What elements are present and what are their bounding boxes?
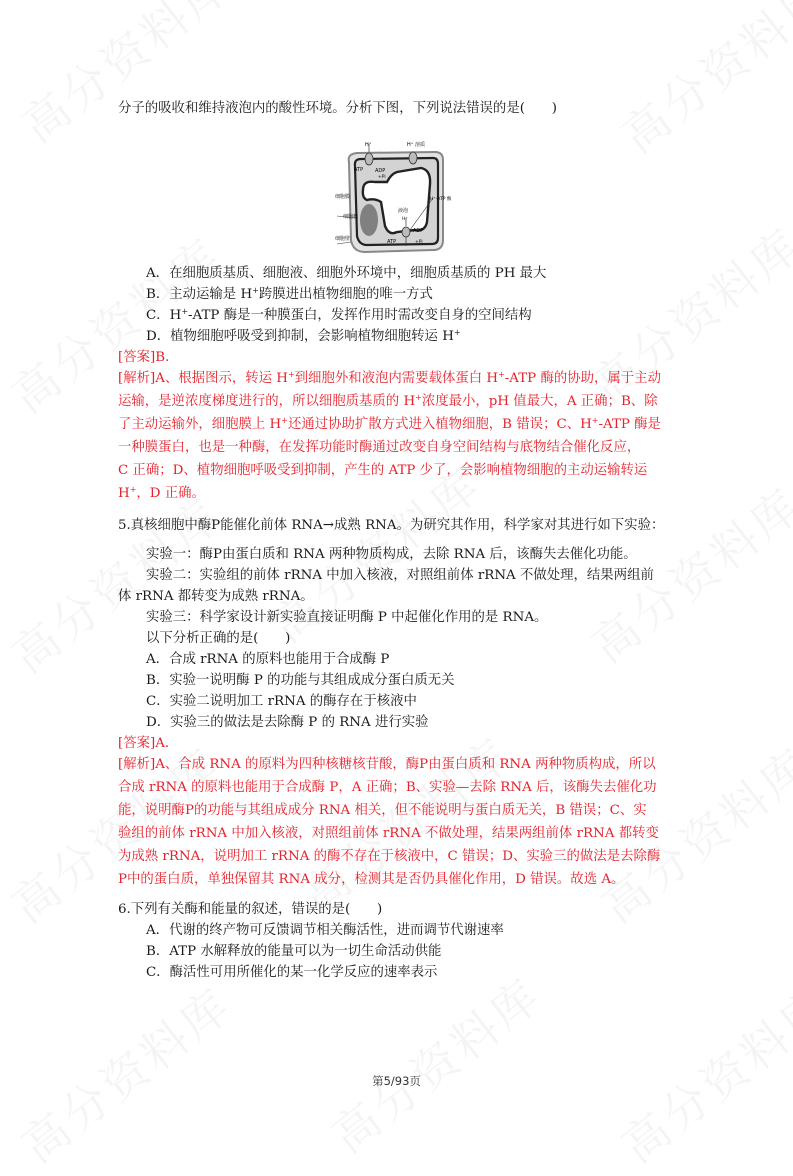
watermark [316, 960, 554, 1166]
svg-text:ADP: ADP [375, 168, 386, 174]
option-b: B．ATP 水解释放的能量可以为一切生命活动供能 [146, 944, 442, 959]
analysis-line: [解析]A、合成 RNA 的原料为四种核糖核苷酸，酶P由蛋白质和 RNA 两种物质构成，所以 [118, 757, 656, 772]
analysis-line: 了主动运输外，细胞膜上 H+还通过协助扩散方式进入植物细胞，B 错误；C、H+-ATP 酶是 [118, 416, 661, 432]
svg-text:细胞壁: 细胞壁 [335, 236, 351, 242]
option-c: C．实验二说明加工 rRNA 的酶存在于核液中 [146, 694, 417, 709]
option-b: B．主动运输是 H+跨膜进出植物细胞的唯一方式 [146, 286, 433, 302]
label-h-solute: H⁺ 溶质 [407, 142, 425, 148]
question-stem: 分子的吸收和维持液泡内的酸性环境。分析下图，下列说法错误的是( ) [118, 101, 557, 116]
svg-text:细胞核: 细胞核 [343, 214, 359, 220]
question-stem: 5.真核细胞中酶P能催化前体 RNA→成熟 RNA。为研究其作用，科学家对其进行如下实验： [118, 518, 665, 533]
analysis-line: H+，D 正确。 [118, 485, 205, 501]
option-a: A．合成 rRNA 的原料也能用于合成酶 P [146, 652, 390, 667]
answer: [答案]A. [118, 736, 170, 751]
answer: [答案]B. [118, 350, 170, 365]
svg-text:ATP: ATP [387, 239, 397, 245]
analysis-line: 为成熟 rRNA，说明加工 rRNA 的酶不存在于核液中，C 错误；D、实验三的做法是去除酶 [118, 849, 661, 864]
option-d: D．植物细胞呼吸受到抑制，会影响植物细胞转运 H+ [146, 328, 461, 344]
option-c: C．H+-ATP 酶是一种膜蛋白，发挥作用时需改变自身的空间结构 [146, 307, 532, 323]
analysis-line: 运输，是逆浓度梯度进行的，所以细胞质基质的 H+浓度最小，pH 值最大，A 正确；B、除 [118, 393, 658, 409]
analysis-line: 能，说明酶P的功能与其组成成分 RNA 相关，但不能说明与蛋白质无关，B 错误；C、实 [118, 803, 647, 818]
watermark [6, 0, 244, 156]
analysis-line: [解析]A、根据图示，转运 H+到细胞外和液泡内需要载体蛋白 H+-ATP 酶的协助，属于主动 [118, 370, 661, 386]
option-d: D．实验三的做法是去除酶 P 的 RNA 进行实验 [146, 715, 429, 730]
svg-text:ADP: ADP [413, 228, 424, 234]
option-b: B．实验一说明酶 P 的功能与其组成成分蛋白质无关 [146, 673, 455, 688]
svg-text:H⁺-ATP 酶: H⁺-ATP 酶 [430, 197, 452, 202]
svg-text:+Pi: +Pi [415, 240, 423, 245]
question-stem: 6.下列有关酶和能量的叙述，错误的是( ) [118, 902, 383, 917]
cell-diagram [335, 140, 455, 258]
svg-text:ATP: ATP [354, 167, 364, 173]
page-number: 第5/93页 [372, 1074, 421, 1088]
analysis-line: 一种膜蛋白，也是一种酶，在发挥功能时酶通过改变自身空间结构与底物结合催化反应， [118, 440, 641, 455]
experiment-3: 实验三：科学家设计新实验直接证明酶 P 中起催化作用的是 RNA。 [146, 610, 548, 625]
label-h-top: H⁺ [365, 142, 372, 148]
analysis-line: 合成 rRNA 的原料也能用于合成酶 P，A 正确；B、实验—去除 RNA 后，该酶失去催化功 [118, 780, 657, 795]
watermark [286, 720, 524, 926]
analysis-line: P中的蛋白质，单独保留其 RNA 成分，检测其是否仍具催化作用，D 错误。故选 A。 [118, 872, 625, 887]
svg-text:+Pi: +Pi [378, 175, 386, 180]
experiment-2-cont: 体 rRNA 都转变为成熟 rRNA。 [118, 589, 314, 604]
question-prompt: 以下分析正确的是( ) [146, 631, 291, 646]
option-a: A．代谢的终产物可反馈调节相关酶活性，进而调节代谢速率 [146, 923, 504, 938]
analysis-line: 验组的前体 rRNA 中加入核液，对照组前体 rRNA 不做处理，结果两组前体 rRNA 都转变 [118, 826, 659, 841]
analysis-line: C 正确；D、植物细胞呼吸受到抑制，产生的 ATP 少了，会影响植物细胞的主动运输转运 [118, 463, 648, 478]
svg-text:细胞膜: 细胞膜 [335, 194, 351, 200]
svg-text:液泡: 液泡 [398, 208, 409, 214]
option-a: A．在细胞质基质、细胞液、细胞外环境中，细胞质基质的 PH 最大 [146, 266, 547, 281]
experiment-2: 实验二：实验组的前体 rRNA 中加入核液，对照组前体 rRNA 不做处理，结果两组前 [146, 568, 654, 583]
experiment-1: 实验一：酶P由蛋白质和 RNA 两种物质构成，去除 RNA 后，该酶失去催化功能。 [146, 547, 637, 562]
watermark [606, 0, 793, 166]
svg-text:H⁺: H⁺ [402, 217, 408, 222]
option-c: C．酶活性可用所催化的某一化学反应的速率表示 [146, 965, 438, 980]
